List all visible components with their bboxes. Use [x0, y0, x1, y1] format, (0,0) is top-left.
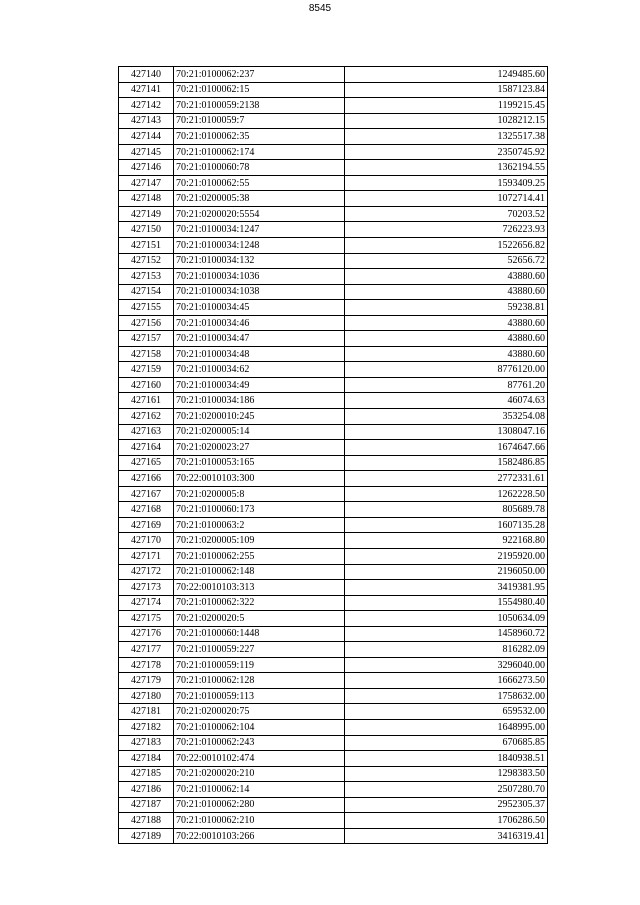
- table-row: [119, 191, 548, 207]
- table-row: [119, 98, 548, 114]
- row-number-cell: 427153: [119, 269, 174, 285]
- cadastral-number-cell: 70:21:0200020:5554: [174, 206, 345, 222]
- cadastral-value-cell: 1758632.00: [345, 688, 548, 704]
- table-row: [119, 657, 548, 673]
- cadastral-number-cell: 70:21:0100034:186: [174, 393, 345, 409]
- cadastral-value-cell: 1072714.41: [345, 191, 548, 207]
- cadastral-number-cell: 70:21:0100062:237: [174, 67, 345, 83]
- cadastral-number-cell: 70:21:0100062:14: [174, 782, 345, 798]
- cadastral-number-cell: 70:21:0100034:45: [174, 300, 345, 316]
- table-row: [119, 502, 548, 518]
- cadastral-value-cell: 43880.60: [345, 269, 548, 285]
- cadastral-number-cell: 70:21:0200005:8: [174, 486, 345, 502]
- cadastral-number-cell: 70:21:0200005:14: [174, 424, 345, 440]
- table-row: [119, 611, 548, 627]
- table-row: [119, 828, 548, 844]
- cadastral-value-cell: 8776120.00: [345, 362, 548, 378]
- table-row: [119, 751, 548, 767]
- row-number-cell: 427162: [119, 409, 174, 425]
- row-number-cell: 427152: [119, 253, 174, 269]
- cadastral-number-cell: 70:21:0100060:78: [174, 160, 345, 176]
- cadastral-value-cell: 3416319.41: [345, 828, 548, 844]
- cadastral-value-cell: 3296040.00: [345, 657, 548, 673]
- cadastral-value-cell: 52656.72: [345, 253, 548, 269]
- table-row: [119, 67, 548, 83]
- row-number-cell: 427168: [119, 502, 174, 518]
- row-number-cell: 427163: [119, 424, 174, 440]
- cadastral-value-cell: 922168.80: [345, 533, 548, 549]
- cadastral-number-cell: 70:22:0010103:313: [174, 580, 345, 596]
- cadastral-number-cell: 70:21:0200005:38: [174, 191, 345, 207]
- row-number-cell: 427142: [119, 98, 174, 114]
- cadastral-number-cell: 70:21:0100062:148: [174, 564, 345, 580]
- cadastral-value-cell: 2952305.37: [345, 797, 548, 813]
- table-row: [119, 626, 548, 642]
- cadastral-number-cell: 70:21:0200010:245: [174, 409, 345, 425]
- row-number-cell: 427169: [119, 517, 174, 533]
- cadastral-value-cell: 2772331.61: [345, 471, 548, 487]
- cadastral-value-cell: 1308047.16: [345, 424, 548, 440]
- cadastral-number-cell: 70:21:0100062:55: [174, 175, 345, 191]
- row-number-cell: 427173: [119, 580, 174, 596]
- table-row: [119, 409, 548, 425]
- table-row: [119, 735, 548, 751]
- cadastral-value-cell: 1028212.15: [345, 113, 548, 129]
- row-number-cell: 427157: [119, 331, 174, 347]
- cadastral-number-cell: 70:21:0200020:75: [174, 704, 345, 720]
- table-row: [119, 580, 548, 596]
- row-number-cell: 427143: [119, 113, 174, 129]
- cadastral-value-cell: 1593409.25: [345, 175, 548, 191]
- row-number-cell: 427186: [119, 782, 174, 798]
- cadastral-value-cell: 43880.60: [345, 331, 548, 347]
- cadastral-value-cell: 3419381.95: [345, 580, 548, 596]
- row-number-cell: 427175: [119, 611, 174, 627]
- row-number-cell: 427156: [119, 315, 174, 331]
- cadastral-value-cell: 2507280.70: [345, 782, 548, 798]
- row-number-cell: 427167: [119, 486, 174, 502]
- row-number-cell: 427155: [119, 300, 174, 316]
- table-row: [119, 548, 548, 564]
- table-row: [119, 642, 548, 658]
- row-number-cell: 427166: [119, 471, 174, 487]
- row-number-cell: 427161: [119, 393, 174, 409]
- table-row: [119, 362, 548, 378]
- cadastral-number-cell: 70:21:0100034:49: [174, 377, 345, 393]
- cadastral-value-cell: 1648995.00: [345, 719, 548, 735]
- table-row: [119, 517, 548, 533]
- cadastral-number-cell: 70:21:0200020:5: [174, 611, 345, 627]
- cadastral-number-cell: 70:21:0100060:173: [174, 502, 345, 518]
- cadastral-number-cell: 70:21:0100034:62: [174, 362, 345, 378]
- table-row: [119, 346, 548, 362]
- table-row: [119, 377, 548, 393]
- row-number-cell: 427148: [119, 191, 174, 207]
- table-row: [119, 175, 548, 191]
- cadastral-number-cell: 70:21:0100062:210: [174, 813, 345, 829]
- table-row: [119, 300, 548, 316]
- table-row: [119, 797, 548, 813]
- cadastral-value-cell: 1298383.50: [345, 766, 548, 782]
- cadastral-value-cell: 670685.85: [345, 735, 548, 751]
- cadastral-number-cell: 70:21:0100059:119: [174, 657, 345, 673]
- cadastral-value-cell: 1458960.72: [345, 626, 548, 642]
- cadastral-value-cell: 1666273.50: [345, 673, 548, 689]
- cadastral-value-cell: 353254.08: [345, 409, 548, 425]
- cadastral-number-cell: 70:21:0100063:2: [174, 517, 345, 533]
- row-number-cell: 427179: [119, 673, 174, 689]
- cadastral-value-cell: 1587123.84: [345, 82, 548, 98]
- cadastral-value-cell: 59238.81: [345, 300, 548, 316]
- cadastral-value-cell: 1362194.55: [345, 160, 548, 176]
- row-number-cell: 427183: [119, 735, 174, 751]
- table-row: [119, 704, 548, 720]
- row-number-cell: 427146: [119, 160, 174, 176]
- cadastral-value-cell: 43880.60: [345, 346, 548, 362]
- cadastral-value-cell: 1522656.82: [345, 238, 548, 254]
- row-number-cell: 427151: [119, 238, 174, 254]
- table-body: [119, 67, 548, 844]
- cadastral-value-cell: 1582486.85: [345, 455, 548, 471]
- row-number-cell: 427150: [119, 222, 174, 238]
- table-row: [119, 331, 548, 347]
- row-number-cell: 427160: [119, 377, 174, 393]
- cadastral-number-cell: 70:22:0010103:300: [174, 471, 345, 487]
- table-row: [119, 782, 548, 798]
- table-row: [119, 238, 548, 254]
- cadastral-number-cell: 70:22:0010102:474: [174, 751, 345, 767]
- cadastral-value-cell: 1554980.40: [345, 595, 548, 611]
- table-row: [119, 455, 548, 471]
- row-number-cell: 427140: [119, 67, 174, 83]
- row-number-cell: 427174: [119, 595, 174, 611]
- cadastral-value-cell: 1249485.60: [345, 67, 548, 83]
- table-row: [119, 222, 548, 238]
- table-row: [119, 113, 548, 129]
- row-number-cell: 427185: [119, 766, 174, 782]
- cadastral-value-cell: 1840938.51: [345, 751, 548, 767]
- row-number-cell: 427181: [119, 704, 174, 720]
- row-number-cell: 427170: [119, 533, 174, 549]
- row-number-cell: 427180: [119, 688, 174, 704]
- table-row: [119, 129, 548, 145]
- cadastral-value-cell: 1262228.50: [345, 486, 548, 502]
- table-row: [119, 253, 548, 269]
- row-number-cell: 427141: [119, 82, 174, 98]
- table-row: [119, 533, 548, 549]
- row-number-cell: 427176: [119, 626, 174, 642]
- cadastral-value-cell: 1050634.09: [345, 611, 548, 627]
- row-number-cell: 427147: [119, 175, 174, 191]
- row-number-cell: 427164: [119, 440, 174, 456]
- table-row: [119, 486, 548, 502]
- cadastral-value-cell: 2196050.00: [345, 564, 548, 580]
- cadastral-number-cell: 70:21:0100059:113: [174, 688, 345, 704]
- page-number: 8545: [308, 3, 332, 14]
- table-row: [119, 315, 548, 331]
- table-row: [119, 595, 548, 611]
- table-row: [119, 440, 548, 456]
- cadastral-number-cell: 70:21:0100062:104: [174, 719, 345, 735]
- table-row: [119, 471, 548, 487]
- cadastral-value-cell: 2195920.00: [345, 548, 548, 564]
- cadastral-number-cell: 70:21:0100034:1248: [174, 238, 345, 254]
- cadastral-value-cell: 1325517.38: [345, 129, 548, 145]
- cadastral-value-cell: 70203.52: [345, 206, 548, 222]
- row-number-cell: 427159: [119, 362, 174, 378]
- cadastral-number-cell: 70:21:0100059:227: [174, 642, 345, 658]
- cadastral-number-cell: 70:21:0100062:35: [174, 129, 345, 145]
- row-number-cell: 427171: [119, 548, 174, 564]
- row-number-cell: 427184: [119, 751, 174, 767]
- cadastral-value-cell: 659532.00: [345, 704, 548, 720]
- row-number-cell: 427177: [119, 642, 174, 658]
- cadastral-value-cell: 726223.93: [345, 222, 548, 238]
- table-row: [119, 269, 548, 285]
- cadastral-value-cell: 816282.09: [345, 642, 548, 658]
- cadastral-value-cell: 46074.63: [345, 393, 548, 409]
- table-row: [119, 206, 548, 222]
- cadastral-value-cell: 1706286.50: [345, 813, 548, 829]
- cadastral-number-cell: 70:21:0100034:47: [174, 331, 345, 347]
- cadastral-number-cell: 70:21:0100062:243: [174, 735, 345, 751]
- cadastral-value-cell: 87761.20: [345, 377, 548, 393]
- table-row: [119, 424, 548, 440]
- cadastral-value-cell: 805689.78: [345, 502, 548, 518]
- table-row: [119, 393, 548, 409]
- table-row: [119, 813, 548, 829]
- row-number-cell: 427172: [119, 564, 174, 580]
- cadastral-number-cell: 70:21:0100034:1247: [174, 222, 345, 238]
- table-row: [119, 564, 548, 580]
- cadastral-value-cell: 43880.60: [345, 284, 548, 300]
- cadastral-number-cell: 70:21:0100062:255: [174, 548, 345, 564]
- cadastral-number-cell: 70:21:0100034:1036: [174, 269, 345, 285]
- cadastral-number-cell: 70:21:0100034:46: [174, 315, 345, 331]
- table-row: [119, 144, 548, 160]
- cadastral-number-cell: 70:21:0100059:2138: [174, 98, 345, 114]
- cadastral-number-cell: 70:21:0100060:1448: [174, 626, 345, 642]
- table-row: [119, 284, 548, 300]
- cadastral-number-cell: 70:22:0010103:266: [174, 828, 345, 844]
- cadastral-number-cell: 70:21:0100034:132: [174, 253, 345, 269]
- row-number-cell: 427182: [119, 719, 174, 735]
- table-row: [119, 719, 548, 735]
- row-number-cell: 427144: [119, 129, 174, 145]
- cadastral-number-cell: 70:21:0100034:1038: [174, 284, 345, 300]
- table-row: [119, 766, 548, 782]
- row-number-cell: 427187: [119, 797, 174, 813]
- row-number-cell: 427149: [119, 206, 174, 222]
- table-row: [119, 160, 548, 176]
- table-row: [119, 673, 548, 689]
- table-row: [119, 82, 548, 98]
- cadastral-number-cell: 70:21:0100062:280: [174, 797, 345, 813]
- cadastral-number-cell: 70:21:0100034:48: [174, 346, 345, 362]
- cadastral-number-cell: 70:21:0100062:128: [174, 673, 345, 689]
- cadastral-value-table: [118, 66, 548, 844]
- cadastral-number-cell: 70:21:0100062:15: [174, 82, 345, 98]
- cadastral-number-cell: 70:21:0200020:210: [174, 766, 345, 782]
- cadastral-value-cell: 43880.60: [345, 315, 548, 331]
- row-number-cell: 427188: [119, 813, 174, 829]
- row-number-cell: 427189: [119, 828, 174, 844]
- cadastral-number-cell: 70:21:0100062:322: [174, 595, 345, 611]
- cadastral-number-cell: 70:21:0200005:109: [174, 533, 345, 549]
- cadastral-number-cell: 70:21:0100059:7: [174, 113, 345, 129]
- cadastral-number-cell: 70:21:0100062:174: [174, 144, 345, 160]
- row-number-cell: 427158: [119, 346, 174, 362]
- row-number-cell: 427178: [119, 657, 174, 673]
- cadastral-value-cell: 1674647.66: [345, 440, 548, 456]
- cadastral-number-cell: 70:21:0100053:165: [174, 455, 345, 471]
- row-number-cell: 427154: [119, 284, 174, 300]
- cadastral-number-cell: 70:21:0200023:27: [174, 440, 345, 456]
- table-row: [119, 688, 548, 704]
- cadastral-value-cell: 1199215.45: [345, 98, 548, 114]
- row-number-cell: 427145: [119, 144, 174, 160]
- cadastral-value-cell: 1607135.28: [345, 517, 548, 533]
- row-number-cell: 427165: [119, 455, 174, 471]
- cadastral-value-cell: 2350745.92: [345, 144, 548, 160]
